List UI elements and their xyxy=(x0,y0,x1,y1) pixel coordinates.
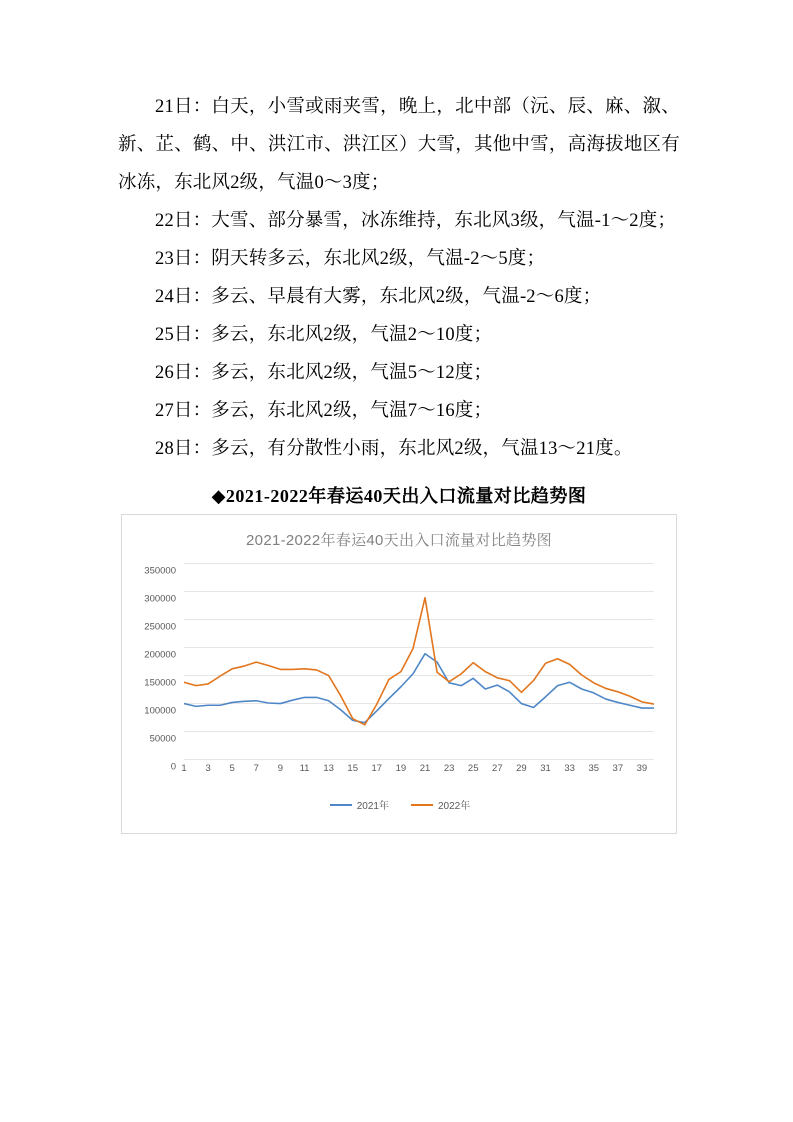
x-axis-tick-label: 21 xyxy=(419,763,431,774)
x-axis-tick-label: 33 xyxy=(564,763,575,774)
chart-y-axis xyxy=(122,563,180,773)
y-axis-tick-label: 350000 xyxy=(144,565,176,577)
paragraph-day21: 21日：白天，小雪或雨夹雪，晚上，北中部（沅、辰、麻、溆、新、芷、鹤、中、洪江市、洪江区）大雪，其他中雪，高海拔地区有冰冻，东北风2级，气温0～3度； xyxy=(118,97,680,193)
y-axis-tick-label: 100000 xyxy=(144,705,176,717)
chart-container xyxy=(121,514,677,834)
x-axis-tick-label: 25 xyxy=(467,763,479,774)
chart-line-series-2 xyxy=(184,598,654,725)
x-axis-tick-label: 19 xyxy=(395,763,407,774)
legend-swatch-icon xyxy=(330,804,352,806)
x-axis-tick-label: 29 xyxy=(516,763,527,774)
x-axis-tick-label: 1 xyxy=(181,763,187,774)
chart-plot-wrap xyxy=(122,555,678,791)
y-axis-tick-label: 300000 xyxy=(144,593,176,605)
paragraph-day25: 25日：多云，东北风2级，气温2～10度； xyxy=(155,325,493,345)
chart-x-axis xyxy=(181,763,654,781)
y-axis-tick-label: 0 xyxy=(170,761,176,773)
document-body xyxy=(118,88,680,834)
paragraph-day23: 23日：阴天转多云，东北风2级，气温-2～5度； xyxy=(155,249,546,269)
legend-label: 2021年 xyxy=(356,801,389,812)
x-axis-tick-label: 31 xyxy=(540,763,551,774)
x-axis-tick-label: 7 xyxy=(253,763,259,774)
chart-legend xyxy=(122,797,678,812)
y-axis-tick-label: 50000 xyxy=(149,733,176,745)
y-axis-tick-label: 150000 xyxy=(144,677,176,689)
paragraph-day24: 24日：多云、早晨有大雾，东北风2级，气温-2～6度； xyxy=(155,287,602,307)
x-axis-tick-label: 39 xyxy=(636,763,648,774)
y-axis-tick-label: 200000 xyxy=(144,649,176,661)
x-axis-tick-label: 17 xyxy=(371,763,383,774)
grid-line xyxy=(184,759,654,760)
chart-plot-area xyxy=(184,563,654,759)
paragraph-day28: 28日：多云，有分散性小雨，东北风2级，气温13～21度。 xyxy=(155,439,633,459)
y-axis-tick-label: 250000 xyxy=(144,621,176,633)
legend-swatch-icon xyxy=(411,804,433,806)
x-axis-tick-label: 9 xyxy=(277,763,284,774)
x-axis-tick-label: 5 xyxy=(229,763,235,774)
legend-item[interactable] xyxy=(330,797,389,812)
x-axis-tick-label: 15 xyxy=(347,763,358,774)
paragraph-day26: 26日：多云，东北风2级，气温5～12度； xyxy=(155,363,493,383)
x-axis-tick-label: 3 xyxy=(205,763,211,774)
chart-title: 2021-2022年春运40天出入口流量对比趋势图 xyxy=(246,532,552,549)
paragraph-day27: 27日：多云，东北风2级，气温7～16度； xyxy=(155,401,493,421)
x-axis-tick-label: 13 xyxy=(323,763,334,774)
legend-item[interactable] xyxy=(411,797,470,812)
paragraph-day22: 22日：大雪、部分暴雪，冰冻维持，东北风3级，气温-1～2度； xyxy=(155,211,677,231)
x-axis-tick-label: 37 xyxy=(612,763,624,774)
x-axis-tick-label: 27 xyxy=(492,763,503,774)
legend-label: 2022年 xyxy=(438,801,471,812)
chart-line-series-1 xyxy=(184,654,654,723)
chart-heading: ◆2021-2022年春运40天出入口流量对比趋势图 xyxy=(211,486,587,506)
x-axis-tick-label: 23 xyxy=(443,763,455,774)
chart-series-svg xyxy=(184,563,654,759)
x-axis-tick-label: 35 xyxy=(588,763,600,774)
x-axis-tick-label: 11 xyxy=(299,763,310,774)
